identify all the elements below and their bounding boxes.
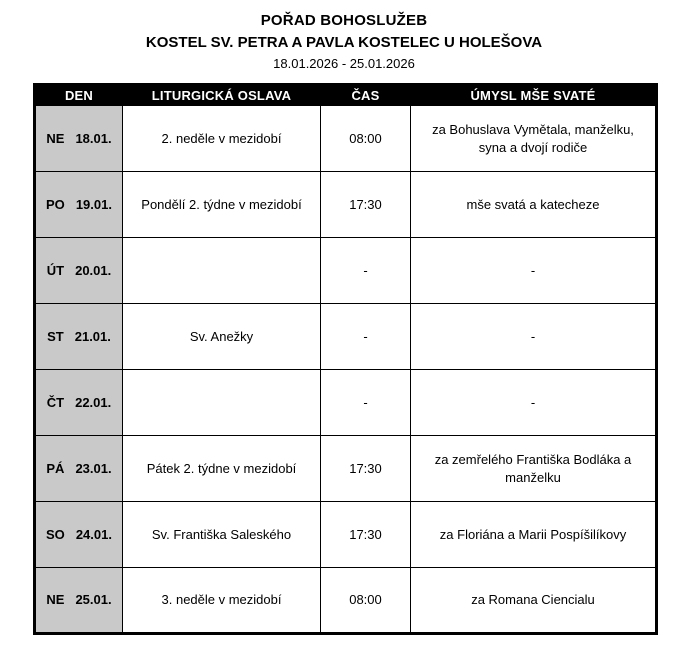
day-date: 25.01. xyxy=(75,592,112,608)
liturgy-cell: Sv. Františka Saleského xyxy=(123,502,321,568)
day-date: 23.01. xyxy=(75,460,112,476)
day-abbr: SO xyxy=(46,526,65,542)
table-row xyxy=(35,370,657,436)
day-abbr: PÁ xyxy=(46,460,65,476)
page-title: POŘAD BOHOSLUŽEB xyxy=(260,12,428,29)
day-abbr: NE xyxy=(46,130,65,146)
table-row xyxy=(35,304,657,370)
day-cell xyxy=(35,370,123,436)
time-cell: - xyxy=(321,238,411,304)
date-range: 18.01.2026 - 25.01.2026 xyxy=(273,56,415,71)
liturgy-cell: 2. neděle v mezidobí xyxy=(123,106,321,172)
liturgy-cell xyxy=(123,370,321,436)
table-row xyxy=(35,238,657,304)
day-date: 18.01. xyxy=(75,130,112,146)
header-row xyxy=(35,85,657,106)
column-header-intention: ÚMYSL MŠE SVATÉ xyxy=(411,85,657,106)
intention-cell: za zemřelého Františka Bodláka a manželku xyxy=(411,436,657,502)
schedule-table xyxy=(33,83,658,635)
day-cell xyxy=(35,106,123,172)
day-abbr: ST xyxy=(47,328,64,344)
table-row xyxy=(35,172,657,238)
time-cell: 17:30 xyxy=(321,172,411,238)
liturgy-cell: Sv. Anežky xyxy=(123,304,321,370)
table-row xyxy=(35,106,657,172)
day-date: 20.01. xyxy=(75,262,112,278)
intention-cell: mše svatá a katecheze xyxy=(411,172,657,238)
time-cell: 08:00 xyxy=(321,568,411,634)
day-date: 21.01. xyxy=(74,328,111,344)
day-abbr: PO xyxy=(46,196,65,212)
liturgy-cell: Pátek 2. týdne v mezidobí xyxy=(123,436,321,502)
liturgy-cell xyxy=(123,238,321,304)
liturgy-cell: 3. neděle v mezidobí xyxy=(123,568,321,634)
intention-cell: - xyxy=(411,304,657,370)
table-row xyxy=(35,436,657,502)
intention-cell: za Floriána a Marii Pospíšilíkovy xyxy=(411,502,657,568)
intention-cell: - xyxy=(411,370,657,436)
time-cell: 17:30 xyxy=(321,436,411,502)
table-row xyxy=(35,568,657,634)
time-cell: 17:30 xyxy=(321,502,411,568)
day-date: 22.01. xyxy=(75,394,112,410)
intention-cell: za Romana Ciencialu xyxy=(411,568,657,634)
day-cell xyxy=(35,568,123,634)
day-abbr: ČT xyxy=(46,394,65,410)
time-cell: 08:00 xyxy=(321,106,411,172)
time-cell: - xyxy=(321,304,411,370)
day-abbr: ÚT xyxy=(46,262,65,278)
table-row xyxy=(35,502,657,568)
day-cell xyxy=(35,304,123,370)
intention-cell: za Bohuslava Vymětala, manželku, syna a dvojí rodiče xyxy=(411,106,657,172)
day-cell xyxy=(35,172,123,238)
day-abbr: NE xyxy=(46,592,65,608)
liturgy-cell: Pondělí 2. týdne v mezidobí xyxy=(123,172,321,238)
day-cell xyxy=(35,436,123,502)
day-cell xyxy=(35,502,123,568)
day-date: 19.01. xyxy=(75,196,112,212)
church-name: KOSTEL SV. PETRA A PAVLA KOSTELEC U HOLEŠOVA xyxy=(145,34,543,51)
column-header-day: DEN xyxy=(35,85,123,106)
day-date: 24.01. xyxy=(75,526,112,542)
column-header-liturgy: LITURGICKÁ OSLAVA xyxy=(123,85,321,106)
column-header-time: ČAS xyxy=(321,85,411,106)
day-cell xyxy=(35,238,123,304)
intention-cell: - xyxy=(411,238,657,304)
time-cell: - xyxy=(321,370,411,436)
